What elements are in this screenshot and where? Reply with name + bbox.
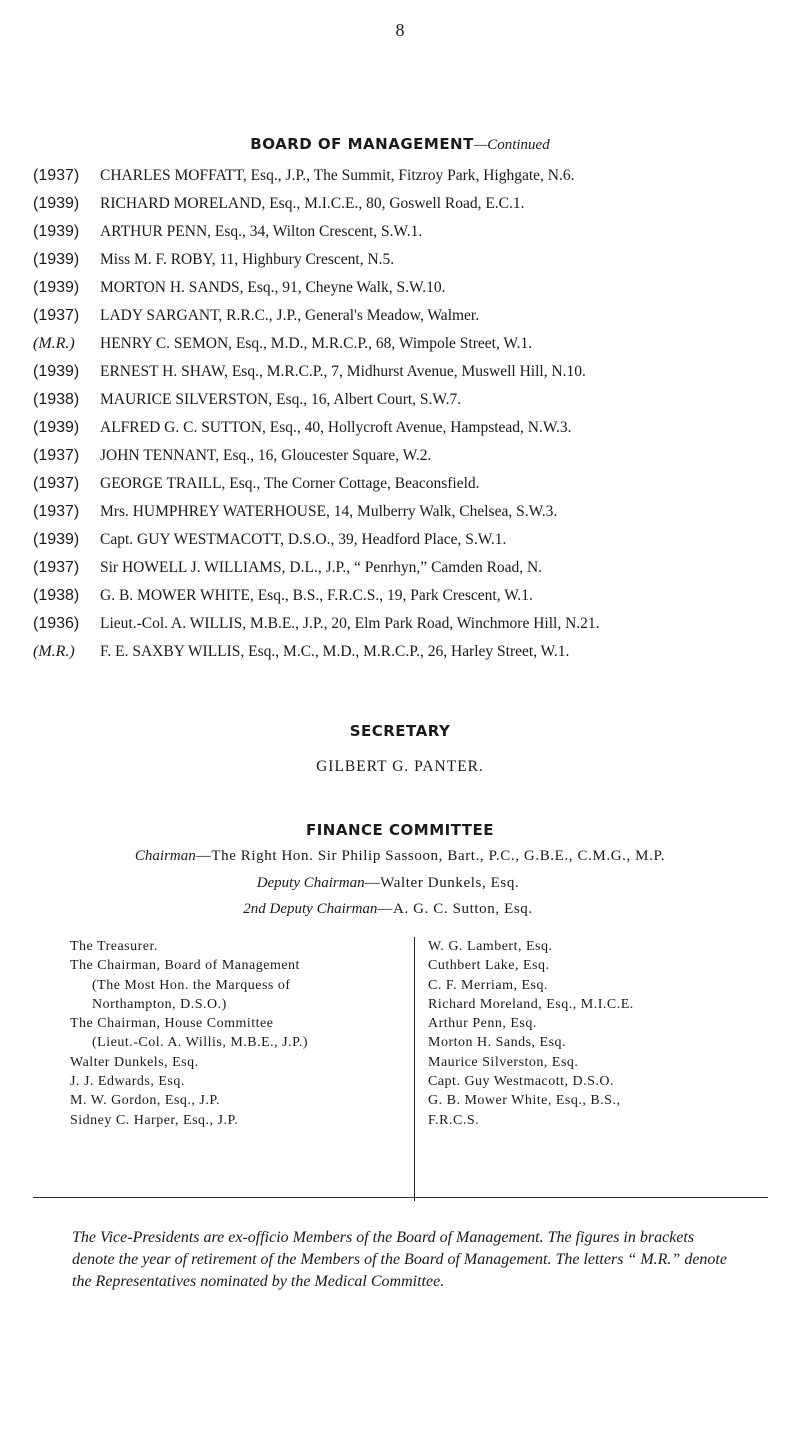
finance-member: Maurice Silverston, Esq. [428, 1054, 579, 1070]
finance-deputy-chairman [0, 875, 788, 892]
member-row [33, 642, 798, 661]
finance-member: The Chairman, House Committee [70, 1016, 274, 1032]
member-row [33, 334, 798, 353]
member-text: MORTON H. SANDS, Esq., 91, Cheyne Walk, S.W.10. [100, 279, 446, 296]
member-year: (1936) [33, 615, 80, 632]
member-year: (1937) [33, 475, 80, 492]
member-year: (1937) [33, 503, 80, 520]
finance-member: Walter Dunkels, Esq. [70, 1054, 199, 1070]
member-year: (1939) [33, 531, 80, 548]
member-row [33, 530, 798, 549]
finance-member: The Treasurer. [70, 939, 158, 954]
member-year: (1937) [33, 447, 80, 464]
second-deputy-role: 2nd Deputy Chairman [243, 901, 378, 917]
finance-member: Cuthbert Lake, Esq. [428, 958, 550, 974]
deputy-name: —Walter Dunkels, Esq. [364, 875, 520, 891]
member-text: G. B. MOWER WHITE, Esq., B.S., F.R.C.S., 19, Park Crescent, W.1. [100, 587, 533, 604]
member-row [33, 306, 798, 325]
secretary-heading: SECRETARY [349, 722, 451, 740]
member-text: Capt. GUY WESTMACOTT, D.S.O., 39, Headford Place, S.W.1. [100, 531, 507, 548]
finance-member: Morton H. Sands, Esq. [428, 1035, 567, 1051]
member-year: (M.R.) [33, 643, 75, 660]
member-text: Lieut.-Col. A. WILLIS, M.B.E., J.P., 20, Elm Park Road, Winchmore Hill, N.21. [100, 615, 600, 632]
member-text: GEORGE TRAILL, Esq., The Corner Cottage, Beaconsfield. [100, 475, 480, 492]
member-text: HENRY C. SEMON, Esq., M.D., M.R.C.P., 68, Wimpole Street, W.1. [100, 335, 533, 352]
member-year: (1938) [33, 587, 80, 604]
member-row [33, 558, 798, 577]
member-year: (1939) [33, 251, 80, 268]
member-text: Mrs. HUMPHREY WATERHOUSE, 14, Mulberry Walk, Chelsea, S.W.3. [100, 503, 558, 520]
finance-member: (Lieut.-Col. A. Willis, M.B.E., J.P.) [92, 1035, 309, 1051]
finance-member: F.R.C.S. [428, 1112, 480, 1128]
member-year: (1939) [33, 279, 80, 296]
secretary-name: GILBERT G. PANTER. [316, 758, 484, 775]
member-row [33, 390, 798, 409]
member-text: CHARLES MOFFATT, Esq., J.P., The Summit, Fitzroy Park, Highgate, N.6. [100, 167, 575, 184]
board-title: BOARD OF MANAGEMENT [250, 135, 474, 153]
finance-member: Capt. Guy Westmacott, D.S.O. [428, 1074, 615, 1090]
footnote: The Vice-Presidents are ex-officio Members of the Board of Management. The figures in brackets denote the year of retirement of the Members of the Board of Management. The letters “ M.R.” denote the Representatives nominated by the Medical Committee. [72, 1229, 727, 1290]
member-year: (1939) [33, 363, 80, 380]
member-text: LADY SARGANT, R.R.C., J.P., General's Meadow, Walmer. [100, 307, 480, 324]
finance-heading: FINANCE COMMITTEE [305, 821, 495, 839]
board-continued: —Continued [473, 137, 550, 153]
finance-member: Sidney C. Harper, Esq., J.P. [70, 1112, 239, 1128]
member-text: Sir HOWELL J. WILLIAMS, D.L., J.P., “ Penrhyn,” Camden Road, N. [100, 559, 543, 576]
member-year: (1937) [33, 307, 80, 324]
finance-members-left [70, 937, 410, 1130]
finance-member: Richard Moreland, Esq., M.I.C.E. [428, 996, 634, 1012]
member-row [33, 502, 798, 521]
board-heading [0, 135, 800, 154]
member-row [33, 166, 798, 185]
finance-members-right [418, 937, 788, 1130]
member-row [33, 474, 798, 493]
second-deputy-name: —A. G. C. Sutton, Esq. [377, 901, 533, 917]
member-row [33, 586, 798, 605]
finance-chairman [0, 848, 800, 865]
horizontal-rule [33, 1197, 768, 1198]
member-row [33, 418, 798, 437]
member-row [33, 250, 798, 269]
member-text: Miss M. F. ROBY, 11, Highbury Crescent, N.5. [100, 251, 395, 268]
finance-member: M. W. Gordon, Esq., J.P. [70, 1093, 221, 1109]
member-row [33, 362, 798, 381]
member-text: ARTHUR PENN, Esq., 34, Wilton Crescent, S.W.1. [100, 223, 423, 240]
finance-member: The Chairman, Board of Management [70, 958, 300, 974]
member-row [33, 194, 798, 213]
member-year: (1939) [33, 195, 80, 212]
member-year: (1938) [33, 391, 80, 408]
member-text: ALFRED G. C. SUTTON, Esq., 40, Hollycroft Avenue, Hampstead, N.W.3. [100, 419, 572, 436]
finance-member: J. J. Edwards, Esq. [70, 1074, 185, 1090]
board-members-list [33, 166, 798, 670]
member-year: (M.R.) [33, 335, 75, 352]
member-text: JOHN TENNANT, Esq., 16, Gloucester Square, W.2. [100, 447, 432, 464]
member-year: (1937) [33, 167, 80, 184]
member-year: (1939) [33, 223, 80, 240]
member-text: MAURICE SILVERSTON, Esq., 16, Albert Court, S.W.7. [100, 391, 462, 408]
finance-member: Arthur Penn, Esq. [428, 1016, 537, 1032]
finance-member: Northampton, D.S.O.) [92, 996, 227, 1012]
chairman-role: Chairman [134, 848, 196, 864]
member-year: (1937) [33, 559, 80, 576]
finance-member: G. B. Mower White, Esq., B.S., [428, 1093, 621, 1109]
finance-member: (The Most Hon. the Marquess of [92, 977, 291, 993]
member-text: ERNEST H. SHAW, Esq., M.R.C.P., 7, Midhurst Avenue, Muswell Hill, N.10. [100, 363, 586, 380]
finance-second-deputy-chairman [0, 901, 788, 918]
finance-member: C. F. Merriam, Esq. [428, 977, 548, 993]
chairman-name: —The Right Hon. Sir Philip Sassoon, Bart., P.C., G.B.E., C.M.G., M.P. [195, 848, 666, 864]
member-row [33, 446, 798, 465]
member-text: RICHARD MORELAND, Esq., M.I.C.E., 80, Goswell Road, E.C.1. [100, 195, 525, 212]
deputy-role: Deputy Chairman [256, 875, 365, 891]
member-text: F. E. SAXBY WILLIS, Esq., M.C., M.D., M.R.C.P., 26, Harley Street, W.1. [100, 643, 570, 660]
finance-member: W. G. Lambert, Esq. [428, 939, 553, 954]
finance-committee-members [70, 937, 770, 1207]
column-divider [414, 937, 415, 1201]
member-row [33, 278, 798, 297]
page-number: 8 [395, 20, 405, 40]
member-year: (1939) [33, 419, 80, 436]
member-row [33, 614, 798, 633]
member-row [33, 222, 798, 241]
